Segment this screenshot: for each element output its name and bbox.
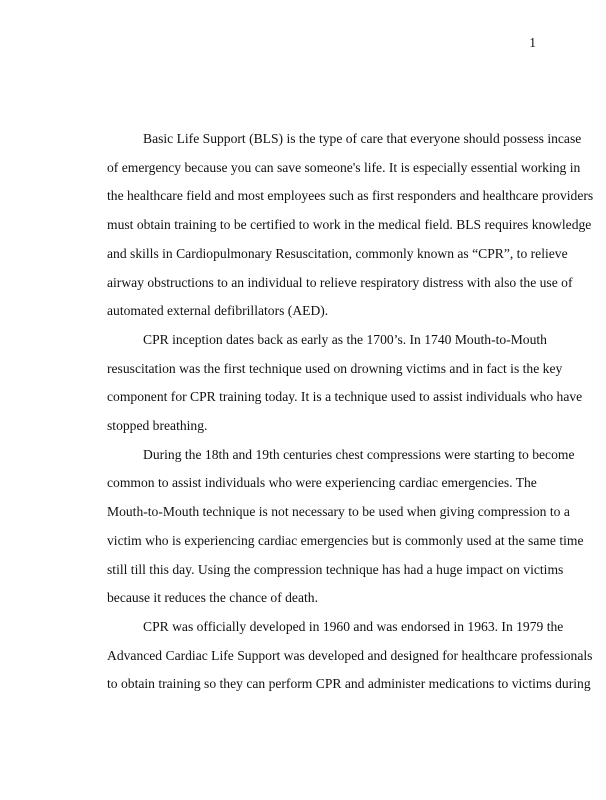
- text-line: Basic Life Support (BLS) is the type of care that everyone should possess incase: [143, 131, 582, 146]
- text-line: airway obstructions to an individual to relieve respiratory distress with also the use of: [107, 274, 573, 290]
- text-line: component for CPR training today. It is a technique used to assist individuals who have: [107, 389, 583, 405]
- text-line: During the 18th and 19th centuries chest compressions were starting to become: [143, 446, 575, 462]
- text-line: stopped breathing.: [107, 418, 208, 434]
- text-line: victim who is experiencing cardiac emergencies but is commonly used at the same time: [107, 532, 584, 548]
- text-line: CPR was officially developed in 1960 and was endorsed in 1963. In 1979 the: [143, 618, 564, 634]
- text-line: of emergency because you can save someone's life. It is especially essential working in: [107, 159, 581, 175]
- text-line: and skills in Cardiopulmonary Resuscitation, commonly known as “CPR”, to relieve: [107, 245, 568, 261]
- text-line: Mouth-to-Mouth technique is not necessary to be used when giving compression to a: [107, 504, 570, 520]
- paragraph-chest-compressions: [107, 441, 584, 613]
- text-line: still till this day. Using the compression technique has had a huge impact on victims: [107, 561, 564, 577]
- document-body: [107, 125, 594, 699]
- page-number: 1: [529, 35, 536, 50]
- text-line: common to assist individuals who were experiencing cardiac emergencies. The: [107, 475, 537, 491]
- text-line: must obtain training to be certified to work in the medical field. BLS requires knowledge: [107, 217, 592, 233]
- paragraph-bls-intro: [107, 125, 594, 326]
- text-line: because it reduces the chance of death.: [107, 590, 318, 606]
- text-line: to obtain training so they can perform CPR and administer medications to victims during: [107, 676, 591, 692]
- text-line: resuscitation was the first technique used on drowning victims and in fact is the key: [107, 360, 563, 376]
- text-line: automated external defibrillators (AED).: [107, 303, 329, 319]
- paragraph-cpr-inception: [107, 326, 583, 441]
- text-line: Advanced Cardiac Life Support was developed and designed for healthcare professionals: [107, 647, 593, 663]
- paragraph-cpr-development: [107, 613, 593, 699]
- text-line: the healthcare field and most employees such as first responders and healthcare providers: [107, 188, 594, 204]
- text-line: CPR inception dates back as early as the 1700’s. In 1740 Mouth-to-Mouth: [143, 331, 547, 347]
